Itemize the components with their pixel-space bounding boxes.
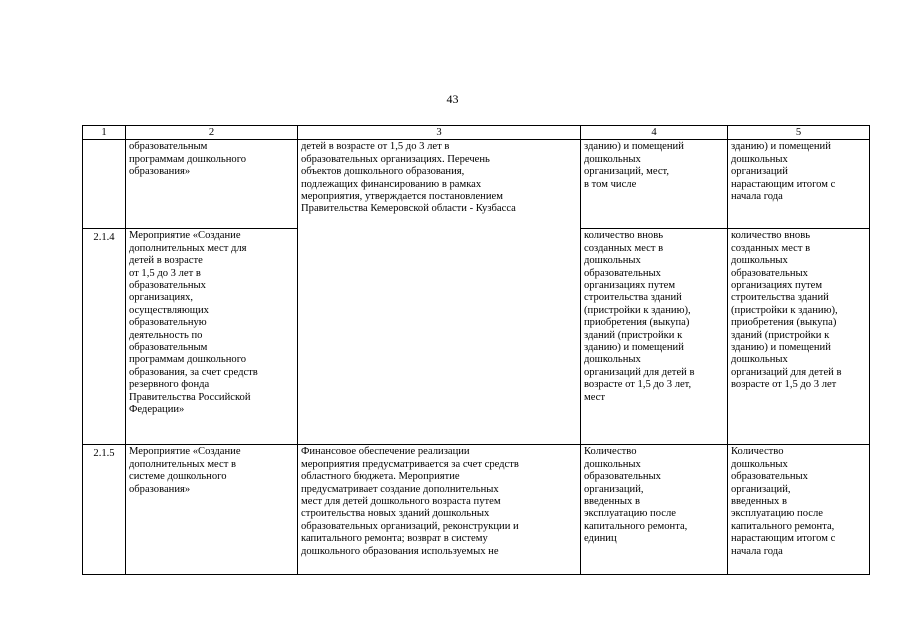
- indicator-cell: [581, 229, 728, 445]
- indicator-text: Количество дошкольных образовательных организаций, введенных в эксплуатацию после капитального ремонта, единиц: [584, 446, 688, 545]
- page-number: 43: [446, 92, 459, 106]
- column-header-2: 2: [126, 126, 298, 140]
- result-text: Количество дошкольных образовательных организаций, введенных в эксплуатацию после капитального ремонта, нарастающим итогом с начала года: [731, 446, 836, 557]
- event-name-text: Мероприятие «Создание дополнительных мест для детей в возрасте от 1,5 до 3 лет в образовательных организациях, осуществляющих образовательную деятельность по образовательным программам дошкольного образования, за счет средств резервного фонда Правительства Российской Федерации»: [129, 230, 258, 416]
- row-number: 2.1.5: [83, 445, 126, 575]
- program-table: [82, 125, 870, 575]
- description-cell: [298, 140, 581, 445]
- table-row: [83, 445, 870, 575]
- column-header-3: 3: [298, 126, 581, 140]
- result-text: зданию) и помещений дошкольных организаций нарастающим итогом с начала года: [731, 141, 836, 203]
- description-text: Финансовое обеспечение реализации мероприятия предусматривается за счет средств областного бюджета. Мероприятие предусматривает создание дополнительных мест для детей дошкольного возраста путем строительства новых зданий дошкольных образовательных организаций, реконструкции и капитального ремонта; возврат в систему дошкольного образования используемых не: [301, 446, 519, 557]
- result-cell: [728, 140, 870, 229]
- event-name-cell: [126, 140, 298, 229]
- row-number: [83, 140, 126, 229]
- description-cell: [298, 445, 581, 575]
- column-header-5: 5: [728, 126, 870, 140]
- result-cell: [728, 445, 870, 575]
- event-name-cell: [126, 445, 298, 575]
- description-text: детей в возрасте от 1,5 до 3 лет в образовательных организациях. Перечень объектов дошкольного образования, подлежащих финансированию в рамках мероприятия, утверждается постановлением Правительства Кемеровской области - Кузбасса: [301, 141, 516, 215]
- table-header-row: [83, 126, 870, 140]
- indicator-cell: [581, 445, 728, 575]
- row-number: 2.1.4: [83, 229, 126, 445]
- table-row: [83, 140, 870, 229]
- indicator-text: зданию) и помещений дошкольных организаций, мест, в том числе: [584, 141, 684, 190]
- event-name-text: образовательным программам дошкольного образования»: [129, 141, 247, 178]
- result-cell: [728, 229, 870, 445]
- column-header-1: 1: [83, 126, 126, 140]
- column-header-4: 4: [581, 126, 728, 140]
- result-text: количество вновь созданных мест в дошкольных образовательных организациях путем строительства зданий (пристройки к зданию), приобретения (выкупа) зданий (пристройки к зданию) и помещений дошкольных организаций для детей в возрасте от 1,5 до 3 лет: [731, 230, 842, 391]
- event-name-cell: [126, 229, 298, 445]
- event-name-text: Мероприятие «Создание дополнительных мест в системе дошкольного образования»: [129, 446, 241, 495]
- indicator-cell: [581, 140, 728, 229]
- indicator-text: количество вновь созданных мест в дошкольных образовательных организациях путем строительства зданий (пристройки к зданию), приобретения (выкупа) зданий (пристройки к зданию) и помещений дошкольных организаций для детей в возрасте от 1,5 до 3 лет, мест: [584, 230, 695, 403]
